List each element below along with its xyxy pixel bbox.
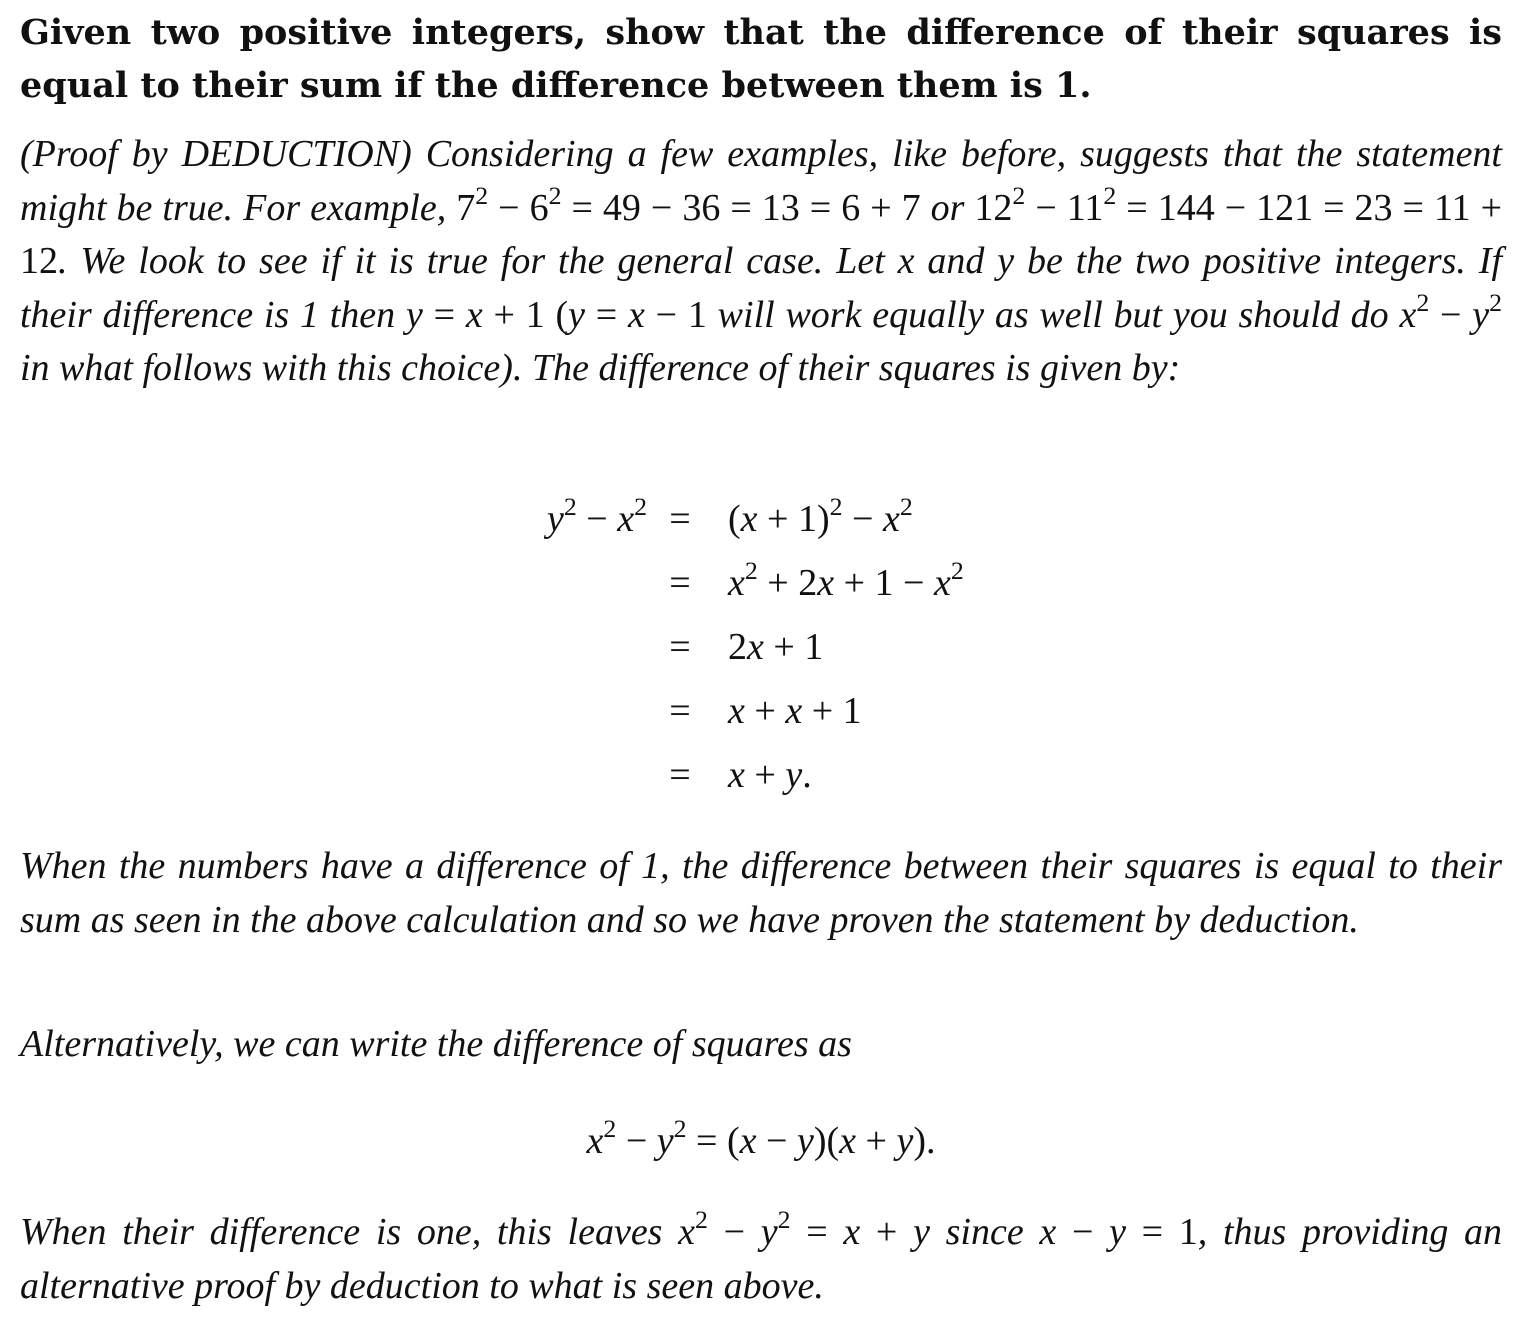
proof-intro-mid2: be the two positive integers. If their difference is 1 then <box>20 240 1503 336</box>
alternative-conclusion-paragraph <box>20 1206 1502 1313</box>
equation-y-equals-x-plus-1: y = x + 1 <box>405 293 545 336</box>
word-since: since <box>929 1211 1040 1253</box>
derivation-row <box>20 551 1502 615</box>
variable-x: x <box>897 240 915 283</box>
equation-x2-minus-y2-equals-x-plus-y: $x^2 - y^2 = x + y$ <box>678 1204 930 1253</box>
equals-sign: = <box>669 690 691 732</box>
derivation-rhs: x + y. <box>728 754 812 796</box>
difference-of-squares-equation: $x^2 - y^2 = (x - y)(x + y)$. <box>586 1113 936 1162</box>
problem-statement: Given two positive integers, show that the difference of their squares is equal to their sum if the difference between them is 1. <box>20 12 1502 106</box>
derivation-rhs: $(x + 1)^2 - x^2$ <box>728 491 913 540</box>
word-and: and <box>914 240 998 283</box>
derivation-row <box>20 743 1502 807</box>
equation-x-minus-y-equals-1: x − y = 1 <box>1039 1211 1198 1253</box>
derivation-rhs: x + x + 1 <box>728 690 862 732</box>
proof-intro-mid: . We look to see if it is true for the general case. Let <box>58 240 898 283</box>
word-or: or <box>920 186 975 229</box>
derivation-row <box>20 487 1502 551</box>
equals-sign: = <box>669 498 691 540</box>
proof-intro-mid3: will work equally as well but you should do <box>706 293 1400 336</box>
conclusion-paragraph: When the numbers have a difference of 1, the difference between their squares is equal to their sum as seen in the above calculation and so we have proven the statement by deduction. <box>20 845 1502 941</box>
derivation-lhs: $y^2 - x^2$ <box>546 491 647 540</box>
alt-conclusion-lead: When their difference is one, this leaves <box>20 1211 679 1253</box>
derivation-row <box>20 679 1502 743</box>
equation-x2-minus-y2: $x^2 - y^2$ <box>1399 287 1503 336</box>
proof-intro-paragraph <box>20 128 1502 396</box>
derivation-row <box>20 615 1502 679</box>
equation-y-equals-x-minus-1: y = x − 1 <box>568 293 707 336</box>
proof-intro-tail: in what follows with this choice). The difference of their squares is given by: <box>20 347 1181 390</box>
example-equation-2: $12^2 - 11^2 = 144 - 121 = 23 = 11 + 12$ <box>20 180 1502 283</box>
alt-conclusion-tail: , thus providing an alternative proof by deduction to what is seen above. <box>20 1211 1503 1307</box>
equals-sign: = <box>669 626 691 668</box>
derivation-rhs: 2x + 1 <box>728 626 824 668</box>
derivation-rhs: $x^2 + 2x + 1 - x^2$ <box>728 555 964 604</box>
equals-sign: = <box>669 754 691 796</box>
variable-y: y <box>997 240 1015 283</box>
equals-sign: = <box>669 562 691 604</box>
alternative-intro-paragraph: Alternatively, we can write the difference of squares as <box>20 1023 852 1065</box>
example-equation-1: $7^2 - 6^2 = 49 - 36 = 13 = 6 + 7$ <box>456 180 921 229</box>
proof-intro-lead: (Proof by DEDUCTION) Considering a few examples, like before, suggests that the statement might be true. For example, <box>20 133 1502 229</box>
open-paren: ( <box>544 293 569 336</box>
